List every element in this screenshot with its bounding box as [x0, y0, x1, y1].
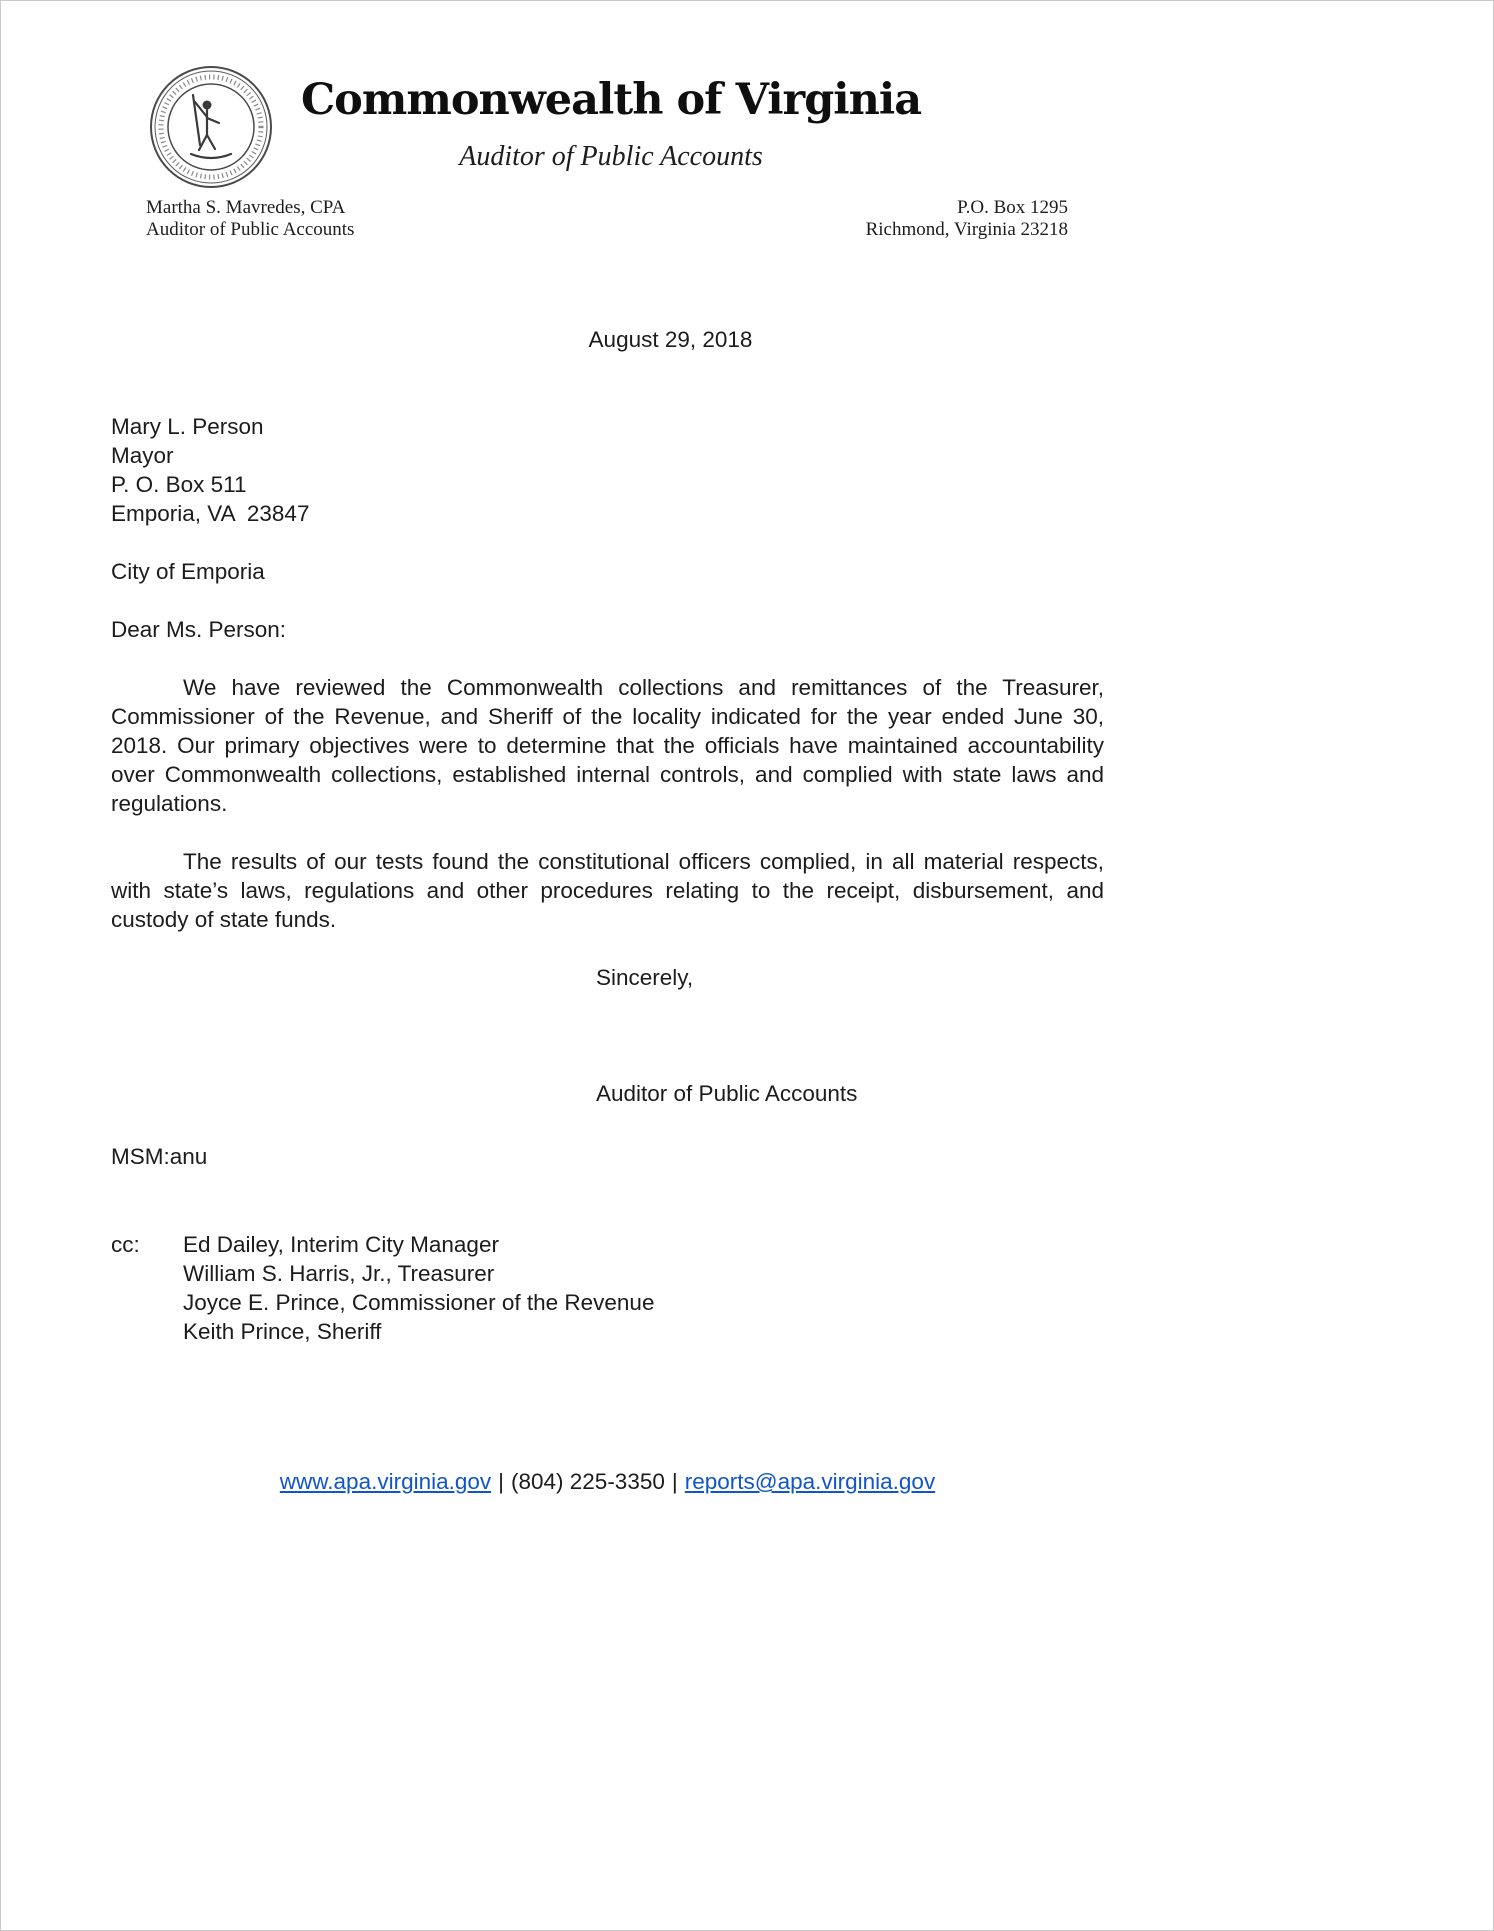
reference-initials: MSM:anu	[111, 1144, 208, 1169]
salutation: Dear Ms. Person:	[111, 617, 287, 642]
letter-body	[111, 325, 1104, 1346]
recipient-address-block	[111, 412, 1104, 528]
official-title: Auditor of Public Accounts	[146, 219, 355, 240]
org-name: Commonwealth of Virginia	[300, 75, 922, 125]
re-line: City of Emporia	[111, 559, 265, 584]
official-name: Martha S. Mavredes, CPA	[146, 197, 346, 218]
office-address-block	[866, 197, 1068, 241]
page-footer	[111, 1467, 1104, 1496]
cc-item: William S. Harris, Jr., Treasurer	[183, 1261, 495, 1286]
recipient-address1: P. O. Box 511	[111, 472, 247, 497]
closing: Sincerely,	[596, 965, 694, 990]
cc-item: Joyce E. Prince, Commissioner of the Revenue	[183, 1290, 655, 1315]
cc-item: Ed Dailey, Interim City Manager	[183, 1232, 499, 1257]
letterhead	[1, 1, 1493, 251]
office-city-state: Richmond, Virginia 23218	[865, 219, 1068, 240]
org-subtitle: Auditor of Public Accounts	[459, 141, 763, 172]
signature-title: Auditor of Public Accounts	[596, 1081, 858, 1106]
letter-date: August 29, 2018	[588, 327, 753, 352]
cc-label: cc:	[111, 1232, 140, 1257]
office-po-box: P.O. Box 1295	[957, 197, 1068, 218]
recipient-title: Mayor	[111, 443, 174, 468]
cc-names	[183, 1230, 654, 1346]
recipient-name: Mary L. Person	[111, 414, 264, 439]
cc-item: Keith Prince, Sheriff	[183, 1319, 382, 1344]
cc-block	[111, 1230, 1104, 1346]
footer-separator: |	[498, 1469, 504, 1494]
footer-separator: |	[671, 1469, 678, 1494]
paragraph-1: We have reviewed the Commonwealth collections and remittances of the Treasurer, Commissioner of the Revenue, and Sheriff of the locality indicated for the year ended June 30, 2018. Our primary objectives were to determine that the officials have maintained accountability over Commonwealth collections, established internal controls, and complied with state laws and regulations.	[111, 675, 1104, 816]
recipient-address2: Emporia, VA 23847	[111, 501, 310, 526]
email-link[interactable]: reports@apa.virginia.gov	[684, 1469, 936, 1494]
official-name-block	[146, 197, 354, 241]
phone-number: (804) 225-3350	[511, 1469, 665, 1494]
website-link[interactable]: www.apa.virginia.gov	[279, 1469, 492, 1494]
letterhead-title-block	[211, 75, 1011, 173]
paragraph-2: The results of our tests found the constitutional officers complied, in all material respects, with state’s laws, regulations and other procedures relating to the receipt, disbursement, and custody of state funds.	[111, 849, 1104, 932]
